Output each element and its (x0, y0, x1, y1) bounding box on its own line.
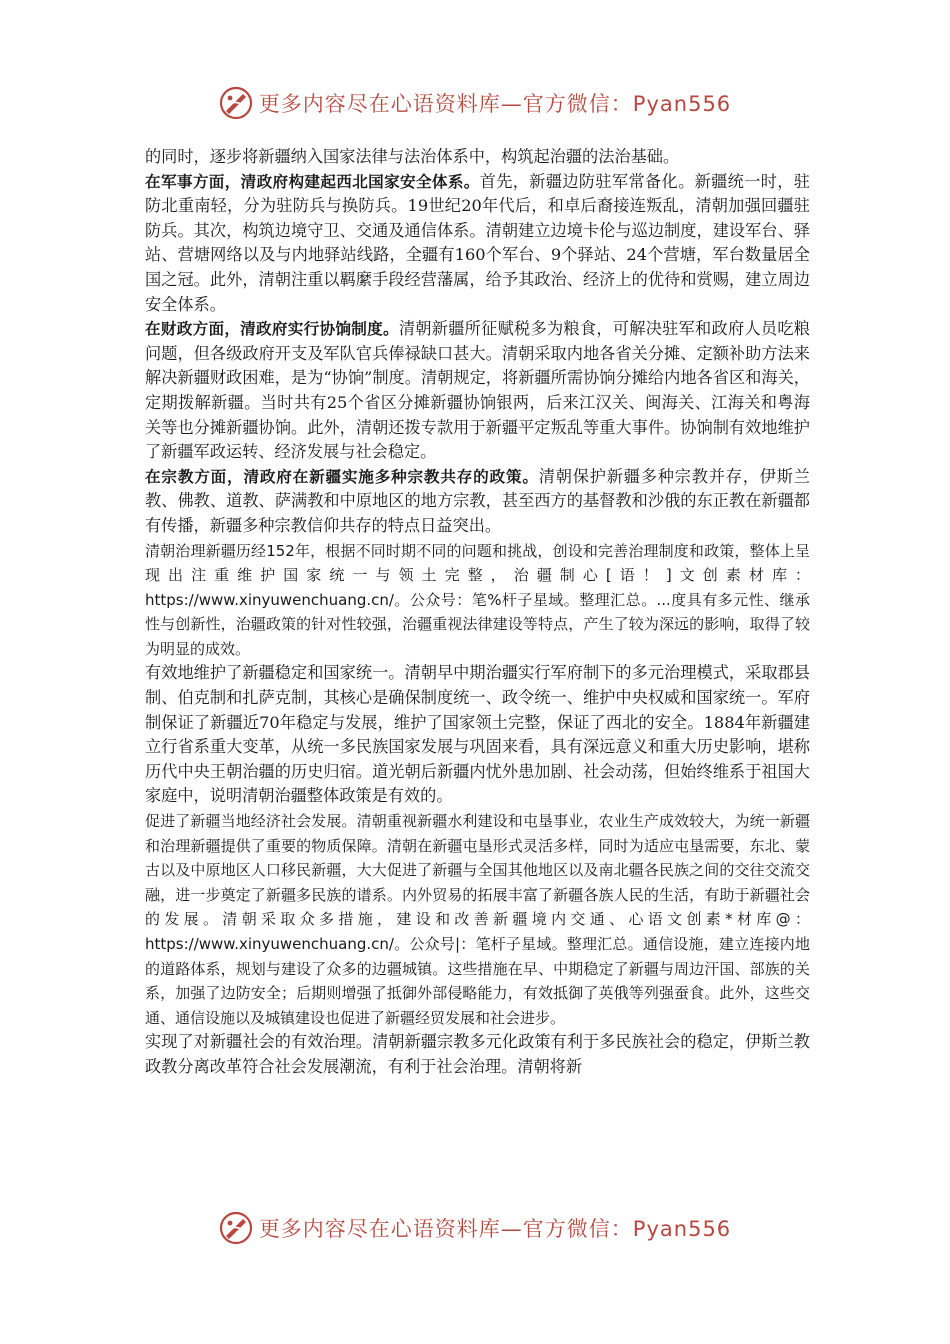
pen-seal-logo-icon (219, 1211, 253, 1245)
paragraph-4 (145, 465, 810, 539)
paragraph-5 (145, 539, 810, 662)
paragraph-lead: 在财政方面，清政府实行协饷制度。 (145, 320, 399, 339)
paragraph-text: 清朝保护新疆多种宗教并存，伊斯兰教、佛教、道教、萨满教和中原地区的地方宗教，甚至西方的基督教和沙俄的东正教在新疆都有传播，新疆多种宗教信仰共存的特点日益突出。 (145, 466, 810, 535)
banner-text: 更多内容尽在心语资料库—官方微信：Pyan556 (258, 1217, 732, 1241)
paragraph-text: 促进了新疆当地经济社会发展。清朝重视新疆水利建设和屯垦事业，农业生产成效较大，为统一新疆和治理新疆提供了重要的物质保障。清朝在新疆屯垦形式灵活多样，同时为适应屯垦需要，东北、蒙古以及中原地区人口移民新疆，大大促进了新疆与全国其他地区以及南北疆各民族之间的交往交流交融，进一步奠定了新疆多民族的谱系。内外贸易的拓展丰富了新疆各族人民的生活，有助于新疆社会的发展。清朝采取众多措施，建设和改善新疆境内交通、心语文创素*材库@：https://www.xinyuwenchuang.cn/。公众号|：笔杆子星域。整理汇总。通信设施，建立连接内地的道路体系，规划与建设了众多的边疆城镇。这些措施在早、中期稳定了新疆与周边汗国、部族的关系，加强了边防安全；后期则增强了抵御外部侵略能力，有效抵御了英俄等列强蚕食。此外，这些交通、通信设施以及城镇建设也促进了新疆经贸发展和社会进步。 (145, 812, 810, 1027)
paragraph-text: 清朝治理新疆历经152年，根据不同时期不同的问题和挑战，创设和完善治理制度和政策，整体上呈现出注重维护国家统一与领土完整，治疆制心[语！]文创素材库：https://www.xinyuwenchuang.cn/。公众号：笔%杆子星域。整理汇总。...度具有多元性、继承性与创新性，治疆政策的针对性较强，治疆重视法律建设等特点，产生了较为深远的影响，取得了较为明显的成效。 (145, 541, 810, 658)
paragraph-text: 有效地维护了新疆稳定和国家统一。清朝早中期治疆实行军府制下的多元治理模式，采取郡县制、伯克制和扎萨克制，其核心是确保制度统一、政令统一、维护中央权威和国家统一。军府制保证了新疆近70年稳定与发展，维护了国家领土完整，保证了西北的安全。1884年新疆建立行省系重大变革，从统一多民族国家发展与巩固来看，具有深远意义和重大历史影响，堪称历代中央王朝治疆的历史归宿。道光朝后新疆内忧外患加剧、社会动荡，但始终维系于祖国大家庭中，说明清朝治疆整体政策是有效的。 (145, 663, 810, 806)
paragraph-text: 实现了对新疆社会的有效治理。清朝新疆宗教多元化政策有利于多民族社会的稳定，伊斯兰教政教分离改革符合社会发展潮流，有利于社会治理。清朝将新 (145, 1032, 810, 1076)
paragraph-3 (145, 317, 810, 465)
header-watermark-banner (0, 78, 950, 128)
paragraph-text: 的同时，逐步将新疆纳入国家法律与法治体系中，构筑起治疆的法治基础。 (145, 147, 680, 166)
document-body (145, 145, 810, 1080)
paragraph-text: 清朝新疆所征赋税多为粮食，可解决驻军和政府人员吃粮问题，但各级政府开支及军队官兵俸禄缺口甚大。清朝采取内地各省关分摊、定额补助方法来解决新疆财政困难，是为“协饷”制度。清朝规定，将新疆所需协饷分摊给内地各省区和海关，定期拨解新疆。当时共有25个省区分摊新疆协饷银两，后来江汉关、闽海关、江海关和粤海关等也分摊新疆协饷。此外，清朝还拨专款用于新疆平定叛乱等重大事件。协饷制有效地维护了新疆军政运转、经济发展与社会稳定。 (145, 319, 810, 462)
paragraph-lead: 在军事方面，清政府构建起西北国家安全体系。 (145, 172, 480, 191)
banner-text: 更多内容尽在心语资料库—官方微信：Pyan556 (258, 92, 732, 116)
paragraph-1 (145, 145, 810, 170)
paragraph-7 (145, 809, 810, 1030)
paragraph-8 (145, 1030, 810, 1079)
paragraph-text: 首先，新疆边防驻军常备化。新疆统一时，驻防北重南轻，分为驻防兵与换防兵。19世纪20年代后，和卓后裔接连叛乱，清朝加强回疆驻防兵。其次，构筑边境守卫、交通及通信体系。清朝建立边境卡伦与巡边制度，建设军台、驿站、营塘网络以及与内地驿站线路，全疆有160个军台、9个驿站、24个营塘，军台数量居全国之冠。此外，清朝注重以羁縻手段经营藩属，给予其政治、经济上的优待和赏赐，建立周边安全体系。 (145, 171, 810, 314)
paragraph-lead: 在宗教方面，清政府在新疆实施多种宗教共存的政策。 (145, 467, 539, 486)
footer-watermark-banner (0, 1203, 950, 1253)
pen-seal-logo-icon (219, 86, 253, 120)
paragraph-6 (145, 661, 810, 809)
paragraph-2 (145, 170, 810, 318)
